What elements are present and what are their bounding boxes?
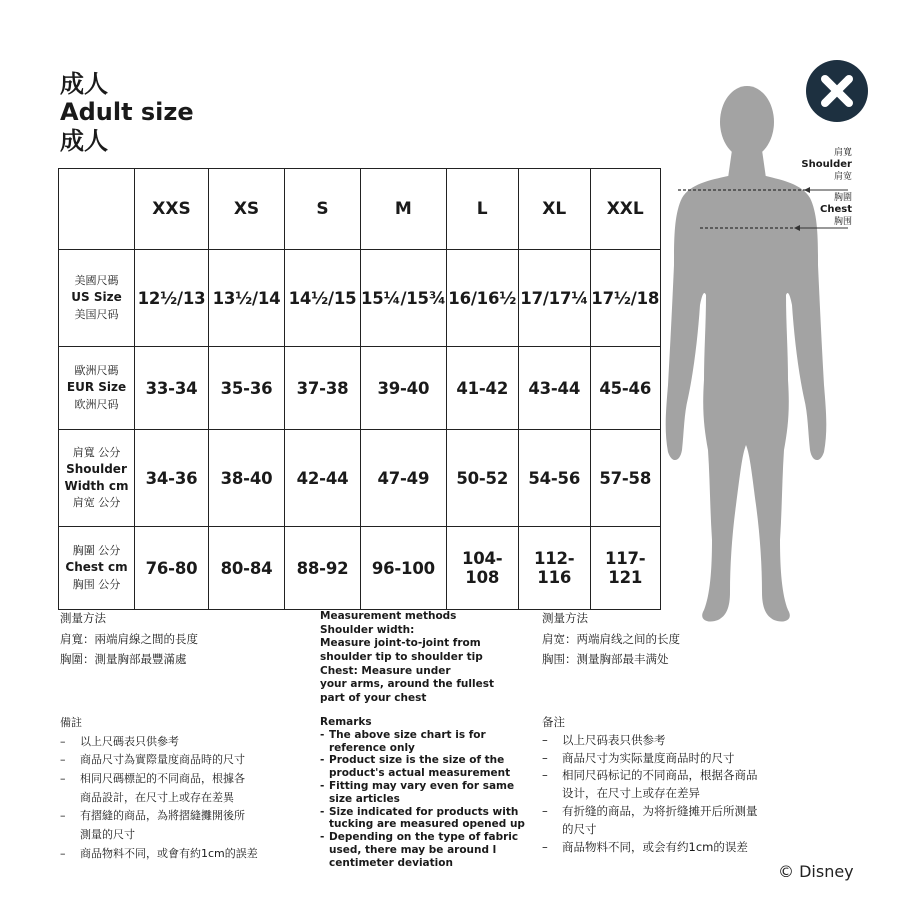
list-item: – 商品尺寸為實際量度商品時的尺寸 bbox=[60, 751, 300, 770]
table-row-us-size bbox=[59, 250, 661, 347]
row-label-sc: 肩宽 公分 bbox=[72, 496, 121, 510]
close-button[interactable] bbox=[806, 60, 868, 122]
size-header: S bbox=[285, 169, 361, 250]
table-cell: 42-44 bbox=[285, 430, 361, 527]
size-chart-table bbox=[58, 168, 661, 610]
table-cell: 47-49 bbox=[361, 430, 447, 527]
shoulder-label bbox=[801, 148, 852, 183]
title-chinese-simplified: 成人 bbox=[60, 126, 108, 155]
remarks-sc-list bbox=[542, 732, 802, 857]
shoulder-label-en: Shoulder bbox=[801, 159, 852, 171]
table-cell: 45-46 bbox=[590, 347, 660, 430]
row-label bbox=[59, 250, 135, 347]
methods-sc-head: 测量方法 bbox=[542, 611, 588, 625]
list-item: – 相同尺码标记的不同商品，根据各商品 设计，在尺寸上或存在差异 bbox=[542, 767, 802, 803]
table-cell: 37-38 bbox=[285, 347, 361, 430]
list-item: – 商品物料不同，或会有约1cm的误差 bbox=[542, 839, 802, 857]
table-cell: 54-56 bbox=[518, 430, 590, 527]
chest-label-sc: 胸围 bbox=[833, 216, 852, 227]
remarks-tc bbox=[60, 714, 300, 864]
methods-en-line: Measure joint-to-joint from bbox=[320, 637, 481, 650]
table-row-shoulder-width bbox=[59, 430, 661, 527]
table-cell: 117-121 bbox=[590, 527, 660, 610]
table-cell: 88-92 bbox=[285, 527, 361, 610]
list-item: – 以上尺码表只供参考 bbox=[542, 732, 802, 750]
row-label bbox=[59, 347, 135, 430]
close-icon bbox=[806, 60, 868, 122]
remarks-en-head: Remarks bbox=[320, 716, 372, 728]
table-cell: 35-36 bbox=[209, 347, 285, 430]
list-item: - Size indicated for products with tucking are measured opened up bbox=[320, 806, 540, 832]
table-row-eur-size bbox=[59, 347, 661, 430]
remarks-tc-head: 備註 bbox=[60, 716, 82, 729]
list-item: – 有折缝的商品，为将折缝摊开后所测量 的尺寸 bbox=[542, 803, 802, 839]
row-label-tc: 胸圍 公分 bbox=[72, 544, 121, 558]
row-label-sc: 胸围 公分 bbox=[72, 577, 121, 591]
methods-en-head: Measurement methods bbox=[320, 610, 457, 622]
size-header: XXS bbox=[135, 169, 209, 250]
methods-tc-head: 測量方法 bbox=[60, 611, 106, 625]
table-cell: 76-80 bbox=[135, 527, 209, 610]
size-header: XL bbox=[518, 169, 590, 250]
table-cell: 104-108 bbox=[446, 527, 518, 610]
table-cell: 15¼/15¾ bbox=[361, 250, 447, 347]
list-item: – 商品尺寸为实际量度商品时的尺寸 bbox=[542, 750, 802, 768]
shoulder-label-tc: 肩寬 bbox=[833, 148, 852, 158]
list-item: – 有摺縫的商品，為將摺縫攤開後所 測量的尺寸 bbox=[60, 807, 300, 844]
remarks-sc-head: 备注 bbox=[542, 715, 565, 729]
remarks-tc-list bbox=[60, 733, 300, 864]
table-cell: 39-40 bbox=[361, 347, 447, 430]
size-header: M bbox=[361, 169, 447, 250]
disney-logo: © Disney bbox=[778, 862, 854, 881]
row-label-en: Shoulder bbox=[66, 461, 127, 476]
table-cell: 96-100 bbox=[361, 527, 447, 610]
chest-label bbox=[820, 193, 852, 228]
row-label-sc: 欧洲尺码 bbox=[74, 397, 119, 411]
row-label-tc: 歐洲尺碼 bbox=[74, 364, 119, 378]
page-title bbox=[60, 70, 194, 155]
list-item: - The above size chart is for reference only bbox=[320, 729, 540, 755]
table-cell: 17/17¼ bbox=[518, 250, 590, 347]
table-cell: 17½/18 bbox=[590, 250, 660, 347]
table-cell: 13½/14 bbox=[209, 250, 285, 347]
row-label bbox=[59, 430, 135, 527]
list-item: - Fitting may vary even for same size articles bbox=[320, 780, 540, 806]
methods-en-line: part of your chest bbox=[320, 691, 427, 704]
methods-sc bbox=[542, 608, 680, 670]
table-row-chest bbox=[59, 527, 661, 610]
remarks-en-list bbox=[320, 729, 540, 870]
row-label-tc: 肩寬 公分 bbox=[72, 445, 121, 459]
list-item: – 商品物料不同，或會有約1cm的誤差 bbox=[60, 845, 300, 864]
methods-en-line: shoulder tip to shoulder tip bbox=[320, 650, 483, 663]
row-label-sc: 美国尺码 bbox=[74, 307, 119, 321]
row-label-en-2: Width cm bbox=[64, 479, 129, 493]
header-row bbox=[59, 169, 661, 250]
chest-label-tc: 胸圍 bbox=[833, 193, 852, 203]
row-label-tc: 美國尺碼 bbox=[74, 274, 119, 288]
methods-sc-line: 胸围：测量胸部最丰满处 bbox=[542, 652, 669, 667]
chest-label-en: Chest bbox=[820, 204, 852, 216]
methods-en-line: Chest: Measure under bbox=[320, 664, 451, 677]
table-cell: 34-36 bbox=[135, 430, 209, 527]
table-cell: 112-116 bbox=[518, 527, 590, 610]
table-cell: 16/16½ bbox=[446, 250, 518, 347]
table-cell: 43-44 bbox=[518, 347, 590, 430]
row-label-en: US Size bbox=[71, 290, 122, 305]
table-cell: 41-42 bbox=[446, 347, 518, 430]
table-cell: 57-58 bbox=[590, 430, 660, 527]
methods-tc bbox=[60, 608, 198, 670]
methods-en-line: Shoulder width: bbox=[320, 623, 415, 636]
remarks-sc bbox=[542, 714, 802, 857]
row-label-en: EUR Size bbox=[66, 380, 127, 395]
shoulder-label-sc: 肩宽 bbox=[833, 171, 852, 182]
methods-en-line: your arms, around the fullest bbox=[320, 678, 494, 691]
list-item: - Depending on the type of fabric used, there may be around l centimeter deviation bbox=[320, 831, 540, 869]
table-cell: 12½/13 bbox=[135, 250, 209, 347]
remarks-en bbox=[320, 716, 540, 870]
list-item: – 以上尺碼表只供參考 bbox=[60, 733, 300, 752]
table-cell: 33-34 bbox=[135, 347, 209, 430]
title-chinese-traditional: 成人 bbox=[60, 70, 108, 98]
size-header: XXL bbox=[590, 169, 660, 250]
table-cell: 38-40 bbox=[209, 430, 285, 527]
size-header: XS bbox=[209, 169, 285, 250]
methods-tc-line: 肩寬：兩端肩線之間的長度 bbox=[60, 631, 198, 646]
methods-sc-line: 肩宽：两端肩线之间的长度 bbox=[542, 631, 680, 646]
methods-en bbox=[320, 610, 494, 705]
list-item: - Product size is the size of the product's actual measurement bbox=[320, 754, 540, 780]
size-header: L bbox=[446, 169, 518, 250]
row-label bbox=[59, 527, 135, 610]
table-cell: 80-84 bbox=[209, 527, 285, 610]
table-cell: 14½/15 bbox=[285, 250, 361, 347]
title-english: Adult size bbox=[60, 98, 194, 127]
row-label-en: Chest cm bbox=[65, 560, 128, 575]
corner-cell bbox=[59, 169, 135, 250]
list-item: – 相同尺碼標記的不同商品，根據各 商品設計，在尺寸上或存在差異 bbox=[60, 770, 300, 807]
methods-tc-line: 胸圍：測量胸部最豐滿處 bbox=[60, 652, 187, 667]
table-cell: 50-52 bbox=[446, 430, 518, 527]
